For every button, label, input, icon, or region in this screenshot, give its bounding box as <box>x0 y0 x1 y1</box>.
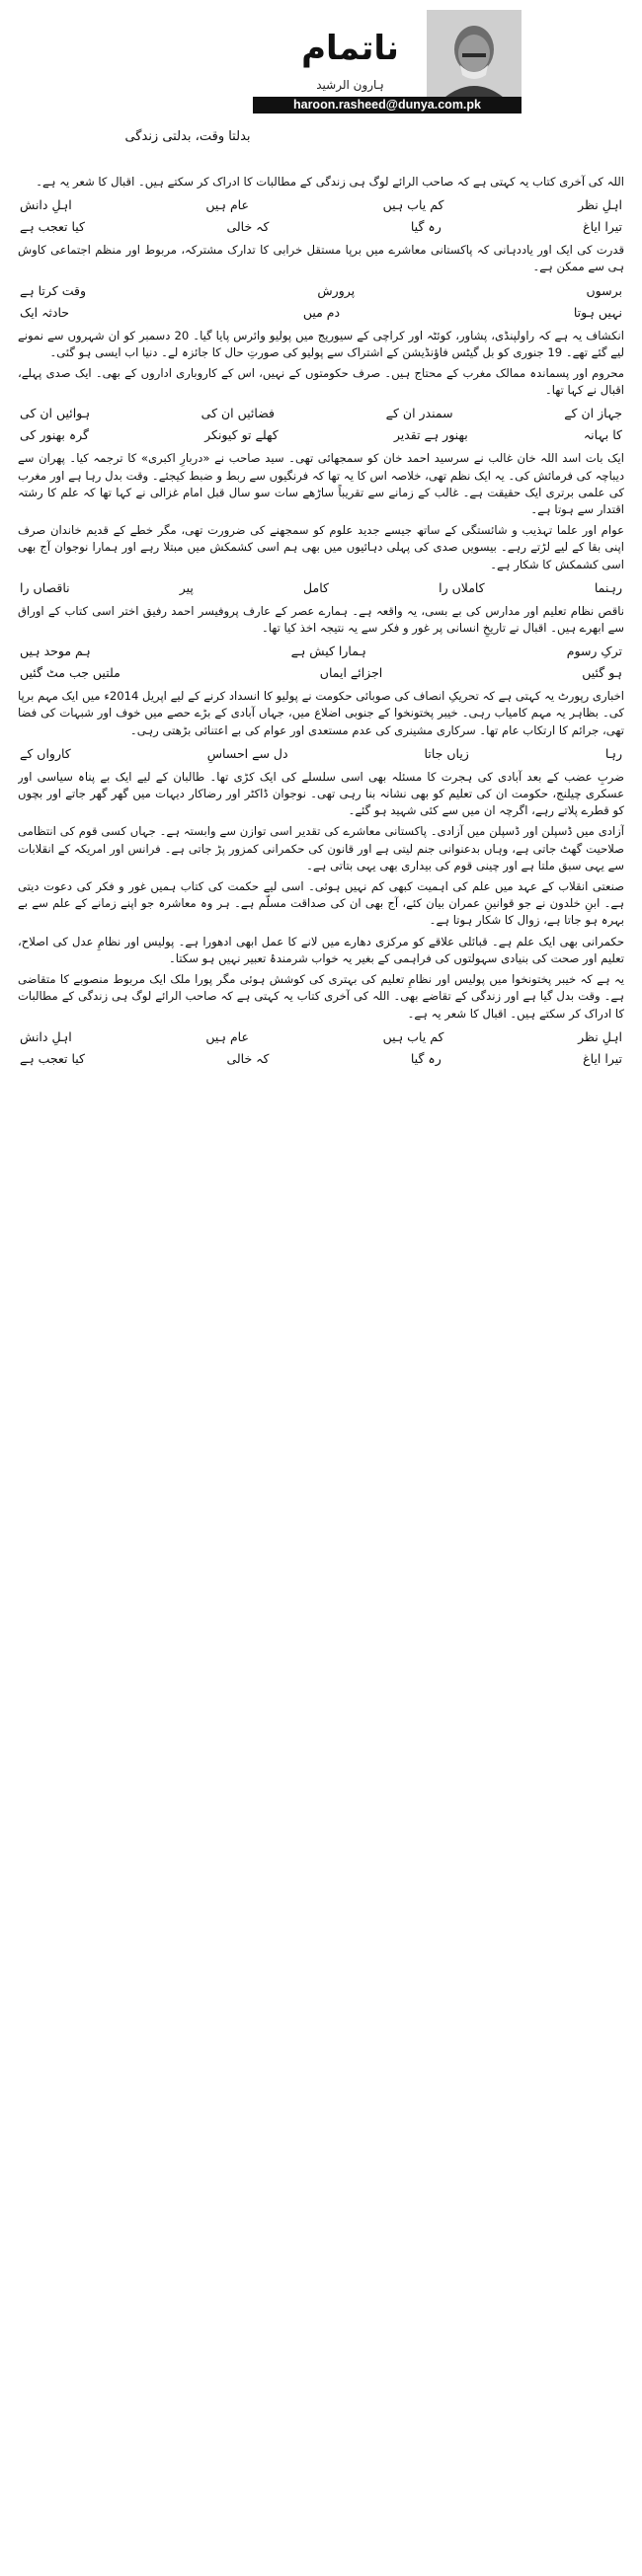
verse-word: زیاں جاتا <box>424 745 469 761</box>
verse-line <box>18 426 624 444</box>
article-paragraph: ضربِ عضب کے بعد آبادی کی ہجرت کا مسئلہ بھی اسی سلسلے کی ایک کڑی تھا۔ طالبان کے لیے ایک بے پناہ سیاسی اور عسکری چیلنج، حکومت ان کی تعلیم کو بھی نشانہ بنا رہی تھی۔ نوجوان ڈاکٹر اور رضاکار دیہات میں گھر گھر جاتے اور بچوں کو قطرے پلاتے رہے، اگرچہ ان میں سے کئی شہید ہو گئے۔ <box>18 769 624 818</box>
verse-line <box>18 664 624 682</box>
verse-word: بھنور ہے تقدیر <box>393 427 468 443</box>
verse-line <box>18 643 624 660</box>
verse-word: حادثہ ایک <box>20 304 70 320</box>
verse-word: تیرا ایاغ <box>583 219 622 235</box>
verse-word: رہ گیا <box>410 219 441 235</box>
verse-word: ہوائیں ان کی <box>20 406 91 421</box>
verse-word: اہلِ نظر <box>578 1028 622 1044</box>
verse-block <box>18 196 624 236</box>
verse-line <box>18 1028 624 1046</box>
verse-word: اہلِ دانش <box>20 1028 72 1044</box>
verse-word: اجزائے ایماں <box>319 665 383 681</box>
verse-block <box>18 282 624 322</box>
verse-word: کا بہانہ <box>583 427 622 443</box>
article-paragraph: اللہ کی آخری کتاب یہ کہتی ہے کہ صاحب الرائے لوگ ہی زندگی کے مطالبات کا ادراک کر سکتے ہیں۔ اقبال کا شعر یہ ہے۔ <box>36 175 624 189</box>
verse-word: کامل <box>303 579 329 595</box>
verse-word: کم یاب ہیں <box>382 1028 444 1044</box>
verse-word: رہنما <box>594 579 622 595</box>
author-email[interactable]: haroon.rasheed@dunya.com.pk <box>253 97 522 114</box>
verse-word: کہ خالی <box>226 1050 270 1066</box>
article-paragraph: یہ ہے کہ خیبر پختونخوا میں پولیس اور نظامِ تعلیم کی بہتری کی کوشش ہوئی مگر پورا ملک ایک مربوط منصوبے کا متقاضی ہے۔ وقت بدل گیا ہے اور زندگی کے تقاضے بھی۔ اللہ کی آخری کتاب یہ کہتی ہے کہ صاحب الرائے لوگ ہی زندگی کے مطالبات کا ادراک کر سکتے ہیں۔ اقبال کا شعر یہ ہے۔ <box>18 972 624 1021</box>
author-photo <box>427 10 522 105</box>
verse-word: ترکِ رسوم <box>566 644 622 659</box>
article-paragraph: حکمرانی بھی ایک علم ہے۔ قبائلی علاقے کو مرکزی دھارے میں لانے کا عمل ابھی ادھورا ہے۔ پولیس اور نظامِ عدل کی اصلاح، تعلیم اور صحت کی بنیادی سہولتوں کی فراہمی کے بغیر یہ خواب شرمندۂ تعبیر نہیں ہو سکتا۔ <box>18 934 624 965</box>
verse-line <box>18 1050 624 1068</box>
article-paragraph: ناقص نظام تعلیم اور مدارس کی بے بسی، یہ واقعہ ہے۔ ہمارے عصر کے عارف پروفیسر احمد رفیق اختر اسی کتاب کے اوراق سے ابھرے ہیں۔ اقبال نے تاریخِ انسانی پر غور و فکر سے یہ نتیجہ اخذ کیا تھا۔ <box>18 603 624 636</box>
article-paragraph: آزادی میں ڈسپلن اور ڈسپلن میں آزادی۔ پاکستانی معاشرے کی تقدیر اسی توازن سے وابستہ ہے۔ جہاں کسی قوم کی انتظامی صلاحیت گھٹ جاتی ہے، وہاں بدعنوانی جنم لیتی ہے اور قانون کی حکمرانی کمزور پڑ جاتی ہے۔ فرانس اور امریکہ کے انقلابات سے یہی سبق ملتا ہے اور چینی قوم کی بیداری بھی یہی بتاتی ہے۔ <box>18 824 624 872</box>
verse-word: جہاز ان کے <box>564 406 622 421</box>
verse-block <box>18 1028 624 1068</box>
verse-word: رہا <box>604 745 622 761</box>
article-headline: بدلتا وقت، بدلتی زندگی <box>124 129 251 144</box>
verse-word: رہ گیا <box>410 1050 441 1066</box>
verse-word: اہلِ دانش <box>20 197 72 213</box>
column-title: ناتمام <box>301 29 399 68</box>
article-paragraph: عوام اور علما تہذیب و شائستگی کے ساتھ جیسے جدید علوم کو سمجھنے کی ضرورت تھی، مگر خطے کے قدیم خاندان صرف اپنی بقا کے لیے لڑتے رہے۔ بیسویں صدی کی پہلی دہائیوں میں بھی ہم اسی کشمکش میں مبتلا رہے اور ہمارا نوجوان آج بھی اسی کشمکش کا شکار ہے۔ <box>18 523 624 571</box>
verse-line <box>18 405 624 422</box>
verse-word: وقت کرتا ہے <box>20 282 87 298</box>
verse-word: پیر <box>179 579 194 595</box>
verse-block <box>18 579 624 597</box>
verse-word: دم میں <box>302 304 341 320</box>
author-name: ہارون الرشید <box>316 78 384 92</box>
article-paragraph: اخباری رپورٹ یہ کہتی ہے کہ تحریکِ انصاف کی صوبائی حکومت نے پولیو کا انسداد کرنے کے لیے اپریل 2014ء میں ایک مہم برپا کی۔ بظاہر یہ مہم کامیاب رہی۔ خیبر پختونخوا کے جنوبی اضلاع میں، جہاں آبادی کے بڑے حصے میں خوف اور شبہات کی فضا تھی، جرائم کا ارتکاب عام تھا۔ سرکاری مشینری کی عدم مستعدی اور عوام کی بے اعتنائی بڑھتی رہی۔ <box>18 689 624 737</box>
verse-word: کاملاں را <box>439 579 485 595</box>
verse-word: اہلِ نظر <box>578 197 622 213</box>
article-paragraph: محروم اور پسماندہ ممالک مغرب کے محتاج ہیں۔ صرف حکومتوں کے نہیں، اس کے کاروباری اداروں کے بھی۔ ایک صدی پہلے، اقبال نے کہا تھا۔ <box>18 366 624 398</box>
verse-block <box>18 745 624 763</box>
verse-word: کم یاب ہیں <box>382 197 444 213</box>
article-paragraph: قدرت کی ایک اور یاددہانی کہ پاکستانی معاشرے میں برپا مستقل خرابی کا تدارک مشترکہ، مربوط اور منظم اجتماعی کاوش ہی سے ممکن ہے۔ <box>18 243 624 274</box>
verse-block <box>18 643 624 682</box>
verse-word: فضائیں ان کی <box>201 406 276 421</box>
verse-line <box>18 579 624 597</box>
verse-word: ناقصاں را <box>20 579 70 595</box>
verse-word: کیا تعجب ہے <box>20 1050 86 1066</box>
verse-word: گرہ بھنور کی <box>20 427 89 443</box>
verse-line <box>18 218 624 236</box>
verse-word: پرورش <box>317 282 356 298</box>
verse-word: سمندر ان کے <box>385 406 453 421</box>
verse-word: ہو گئیں <box>582 665 622 681</box>
article-paragraph: ایک بات اسد اللہ خان غالب نے سرسید احمد خان کو سمجھائی تھی۔ سید صاحب نے «دربارِ اکبری» کا ترجمہ کیا۔ پھران سے دیباچہ کی فرمائش کی۔ یہ ایک نظم تھی، خلاصہ اس کا یہ تھا کہ فرنگیوں سے ربط و ضبط کیجئے۔ وقت بدل رہا ہے اور مغرب کی علمی برتری ایک حقیقت ہے۔ غالب کے زمانے سے تقریباً ساڑھے سات سو سال قبل امام غزالی نے کہا تھا کہ علم کا رشتہ اقتدار سے ہوتا ہے۔ <box>18 451 624 517</box>
article-paragraph: صنعتی انقلاب کے عہد میں علم کی اہمیت کبھی کم نہیں ہوئی۔ اسی لیے حکمت کی کتاب ہمیں غور و فکر کی دعوت دیتی ہے۔ ابنِ خلدون نے جو قوانینِ عمران بیان کئے، آج بھی ان کی صداقت مسلّم ہے۔ ہر وہ معاشرہ جو اپنے زمانے کے علم سے بے بہرہ ہو جاتا ہے، زوال کا شکار ہوتا ہے۔ <box>18 879 624 928</box>
verse-word: عام ہیں <box>205 1028 249 1044</box>
article-paragraph: انکشاف یہ ہے کہ راولپنڈی، پشاور، کوئٹہ اور کراچی کے سیوریج میں پولیو وائرس پایا گیا۔ 20 دسمبر کو ان شہروں سے نمونے لیے گئے تھے۔ 19 جنوری کو بل گیٹس فاؤنڈیشن کے اشتراک سے پولیو کی صورتِ حال کا جائزہ لے۔ دنیا اب ایسی ہو گئی۔ <box>18 328 624 359</box>
column-header <box>0 0 642 144</box>
verse-word: کیا تعجب ہے <box>20 219 86 235</box>
verse-line <box>18 282 624 300</box>
verse-word: کہ خالی <box>226 219 270 235</box>
verse-line <box>18 196 624 214</box>
verse-word: کارواں کے <box>20 745 71 761</box>
article-body <box>18 174 624 2562</box>
verse-word: نہیں ہوتا <box>573 304 622 320</box>
verse-word: عام ہیں <box>205 197 249 213</box>
verse-line <box>18 745 624 763</box>
verse-word: تیرا ایاغ <box>583 1050 622 1066</box>
verse-word: کھلے تو کیونکر <box>204 427 279 443</box>
verse-word: ہمارا کیش ہے <box>290 644 366 659</box>
verse-word: ملتیں جب مٹ گئیں <box>20 665 120 681</box>
verse-word: دل سے احساسِ <box>206 745 288 761</box>
verse-block <box>18 405 624 444</box>
verse-word: برسوں <box>586 282 622 298</box>
verse-word: ہم موحد ہیں <box>20 644 91 659</box>
verse-line <box>18 304 624 322</box>
